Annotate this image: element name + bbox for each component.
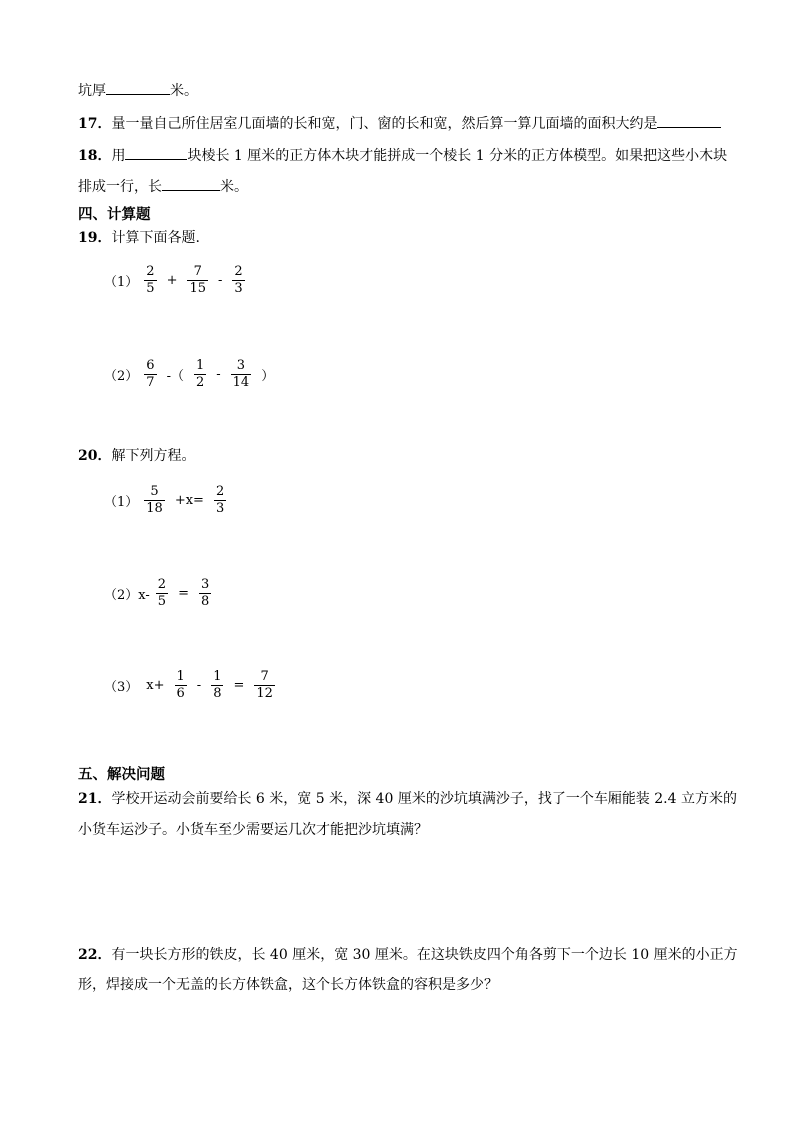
fraction: $\frac{7}{15}$ <box>189 264 207 296</box>
fraction: $\frac{5}{18}$ <box>146 484 163 516</box>
fraction: $\frac{1}{2}$ <box>195 358 205 390</box>
fraction: $\frac{3}{14}$ <box>232 358 250 390</box>
fraction: $\frac{2}{3}$ <box>215 484 225 516</box>
fraction: $\frac{7}{12}$ <box>256 669 273 701</box>
question-22-line1: 22．有一块长方形的铁皮，长 40 厘米，宽 30 厘米。在这块铁皮四个角各剪下一个边长 10 厘米的小正方 <box>78 947 738 963</box>
question-20: 20．解下列方程。 <box>78 448 196 464</box>
q16-tail: 坑厚 米。 <box>78 80 198 101</box>
question-21-line2: 小货车运沙子。小货车至少需要运几次才能把沙坑填满？ <box>78 822 428 838</box>
q16-answer-blank[interactable] <box>106 80 170 95</box>
question-19: 19．计算下面各题. <box>78 230 200 246</box>
q20-equation-3: （3） x+ $\frac{1}{6}$ - $\frac{1}{8}$ = $\frac{7}{12}$ <box>104 669 273 701</box>
section-title-problem-solving: 五、解决问题 <box>78 767 165 783</box>
q19-expression-1: （1） $\frac{2}{5}$ + $\frac{7}{15}$ - $\frac{2}{3}$ <box>104 264 243 296</box>
question-17: 17．量一量自己所住居室几面墙的长和宽，门、窗的长和宽，然后算一算几面墙的面积大约是 <box>78 113 721 134</box>
fraction: $\frac{1}{8}$ <box>213 669 222 701</box>
q20-equation-1: （1） $\frac{5}{18}$ +x= $\frac{2}{3}$ <box>104 484 225 516</box>
q19-expression-2: （2） $\frac{6}{7}$ -（ $\frac{1}{2}$ - $\frac{3}{14}$ ） <box>104 358 275 390</box>
question-18-line1: 18．用 块棱长 1 厘米的正方体木块才能拼成一个棱长 1 分米的正方体模型。如果把这些小木块 <box>78 145 727 166</box>
question-22-line2: 形，焊接成一个无盖的长方体铁盒，这个长方体铁盒的容积是多少？ <box>78 977 498 993</box>
fraction: $\frac{6}{7}$ <box>146 358 155 390</box>
q18-length-blank[interactable] <box>162 176 220 191</box>
fraction: $\frac{2}{5}$ <box>157 577 167 609</box>
fraction: $\frac{1}{6}$ <box>176 669 185 701</box>
question-21-line1: 21．学校开运动会前要给长 6 米，宽 5 米，深 40 厘米的沙坑填满沙子，找了一个车厢能装 2.4 立方米的 <box>78 791 737 807</box>
q20-equation-2: （2）x- $\frac{2}{5}$ = $\frac{3}{8}$ <box>104 577 210 609</box>
fraction: $\frac{2}{3}$ <box>234 264 243 296</box>
fraction: $\frac{2}{5}$ <box>146 264 155 296</box>
section-title-calculation: 四、计算题 <box>78 207 151 223</box>
question-18-line2: 排成一行，长 米。 <box>78 176 248 197</box>
fraction: $\frac{3}{8}$ <box>200 577 210 609</box>
q17-answer-blank[interactable] <box>657 113 721 128</box>
q18-count-blank[interactable] <box>125 145 187 160</box>
